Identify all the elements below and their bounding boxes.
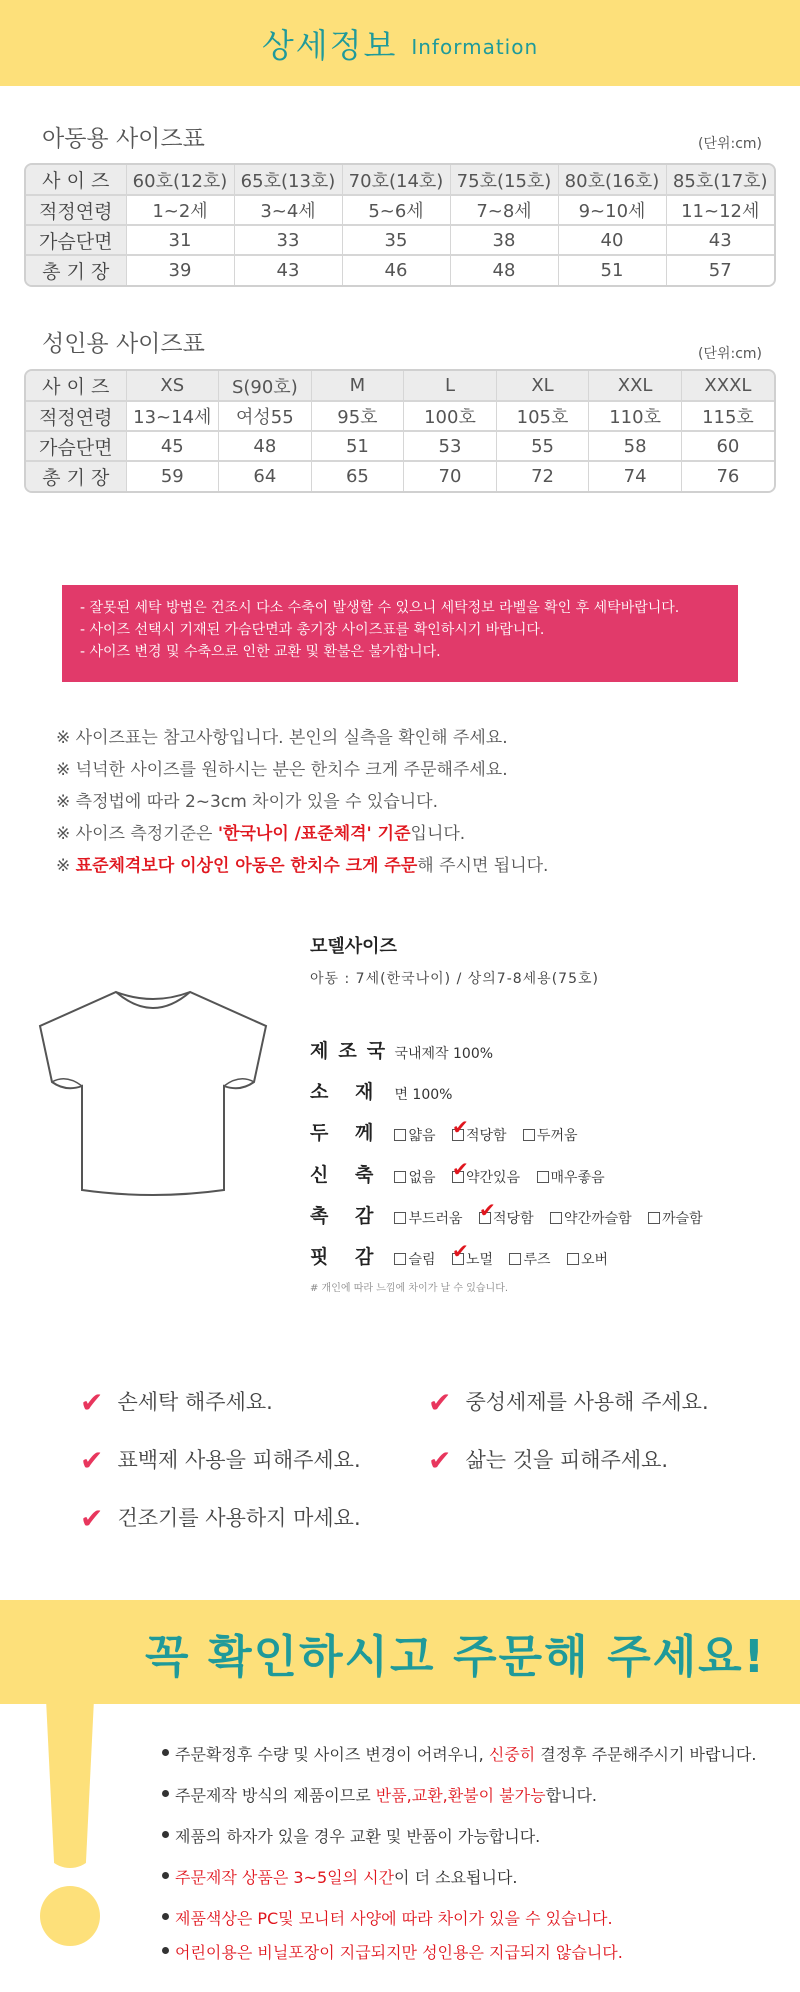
table-cell: 48 [219, 431, 312, 461]
checkbox-icon [509, 1253, 521, 1265]
table-cell: 총 기 장 [26, 461, 126, 491]
checkbox-icon [550, 1212, 562, 1224]
attr-value: 국내제작 100% [394, 1046, 494, 1062]
note-highlight: '한국나이 /표준체격' 기준 [217, 824, 411, 844]
checkbox-icon [523, 1129, 535, 1141]
table-row [26, 371, 774, 401]
table-cell: 9~10세 [558, 195, 666, 225]
table-cell: 43 [666, 225, 774, 255]
care-item: ✔ 건조기를 사용하지 마세요. [80, 1502, 361, 1535]
table-cell: 총 기 장 [26, 255, 126, 285]
check-icon: ✔ [451, 1115, 469, 1139]
table-cell: 40 [558, 225, 666, 255]
notice-line: - 사이즈 변경 및 수축으로 인한 교환 및 환불은 불가합니다. [80, 644, 441, 660]
bullet-item: 주문제작 방식의 제품이므로 반품,교환,환불이 불가능합니다. [175, 1783, 597, 1806]
attr-stretch [310, 1157, 617, 1187]
note-line: ※ 사이즈표는 참고사항입니다. 본인의 실측을 확인해 주세요. [56, 728, 508, 748]
model-size-title: 모델사이즈 [310, 936, 397, 957]
table-row [26, 461, 774, 491]
header-title-ko: 상세정보 [261, 25, 398, 65]
table-cell: 13~14세 [126, 401, 219, 431]
table-cell: 적정연령 [26, 195, 126, 225]
table-cell: 적정연령 [26, 401, 126, 431]
attr-thickness [310, 1115, 590, 1145]
table-cell: 95호 [311, 401, 404, 431]
table-cell: 31 [126, 225, 234, 255]
table-cell: 60 [681, 431, 774, 461]
option: 까슬함 [648, 1208, 703, 1228]
check-icon: ✔ [479, 1198, 496, 1222]
table-cell: 여성55 [219, 401, 312, 431]
check-icon: ✔ [428, 1444, 452, 1477]
care-item: ✔ 손세탁 해주세요. [80, 1386, 273, 1419]
note-highlight: 표준체격보다 이상인 아동은 한치수 크게 주문 [75, 856, 418, 876]
note-text: 입니다. [410, 824, 466, 844]
notice-line: - 사이즈 선택시 기재된 가슴단면과 총기장 사이즈표를 확인하시기 바랍니다. [80, 622, 545, 638]
table-cell: 55 [496, 431, 589, 461]
adult-table-title: 성인용 사이즈표 [42, 331, 205, 357]
note-line: ※ 측정법에 따라 2~3cm 차이가 있을 수 있습니다. [56, 792, 439, 812]
attr-material [310, 1077, 452, 1104]
table-cell: 39 [126, 255, 234, 285]
table-cell: XXXL [681, 371, 774, 401]
attr-touch [310, 1198, 715, 1228]
tshirt-illustration-icon [28, 980, 278, 1210]
option: 매우좋음 [537, 1167, 605, 1187]
bullet-item: 제품색상은 PC및 모니터 사양에 따라 차이가 있을 수 있습니다. [175, 1906, 613, 1929]
header-banner [0, 0, 800, 86]
option: 얇음 [394, 1125, 435, 1145]
exclamation-icon [42, 1618, 98, 1868]
attr-label: 신 축 [310, 1164, 384, 1186]
option-checked: ✔ 적당함 [479, 1198, 534, 1227]
table-cell: 사 이 즈 [26, 165, 126, 195]
attr-label: 촉 감 [310, 1205, 384, 1227]
bullet-item: 주문확정후 수량 및 사이즈 변경이 어려우니, 신중히 결정후 주문해주시기 바랍니다. [175, 1742, 756, 1765]
table-row [26, 401, 774, 431]
table-cell: 70 [404, 461, 497, 491]
table-cell: 사 이 즈 [26, 371, 126, 401]
attr-value: 면 100% [394, 1087, 453, 1103]
table-cell: 33 [234, 225, 342, 255]
check-icon: ✔ [80, 1444, 104, 1477]
checkbox-icon [394, 1171, 406, 1183]
table-cell: M [311, 371, 404, 401]
table-cell: 51 [311, 431, 404, 461]
table-cell: 70호(14호) [342, 165, 450, 195]
reference-notes [56, 722, 548, 882]
option: 부드러움 [394, 1208, 462, 1228]
care-item: ✔ 삶는 것을 피해주세요. [428, 1444, 669, 1477]
note-line [56, 850, 548, 882]
option: 없음 [394, 1167, 435, 1187]
checkbox-icon [648, 1212, 660, 1224]
table-cell: 43 [234, 255, 342, 285]
model-size-desc: 아동 : 7세(한국나이) / 상의7-8세용(75호) [310, 971, 599, 987]
bullet-item: 제품의 하자가 있을 경우 교환 및 반품이 가능합니다. [175, 1824, 540, 1847]
option-checked: ✔ 노멀 [451, 1239, 494, 1268]
option: 두꺼움 [523, 1125, 578, 1145]
option-checked: ✔ 약간있음 [451, 1157, 521, 1186]
table-cell: 72 [496, 461, 589, 491]
adult-size-table [24, 369, 776, 493]
kids-size-table [24, 163, 776, 287]
table-cell: 45 [126, 431, 219, 461]
table-cell: 53 [404, 431, 497, 461]
note-text: ※ 사이즈 측정기준은 [56, 824, 218, 844]
table-cell: 60호(12호) [126, 165, 234, 195]
table-cell: 51 [558, 255, 666, 285]
table-row [26, 165, 774, 195]
table-row [26, 255, 774, 285]
table-cell: 115호 [681, 401, 774, 431]
table-cell: 59 [126, 461, 219, 491]
table-cell: 46 [342, 255, 450, 285]
option-checked: ✔ 적당함 [451, 1115, 507, 1144]
table-cell: S(90호) [219, 371, 312, 401]
attr-label: 핏 감 [310, 1246, 384, 1268]
table-cell: 74 [589, 461, 682, 491]
table-cell: 105호 [496, 401, 589, 431]
table-cell: 3~4세 [234, 195, 342, 225]
bullet-item: 주문제작 상품은 3~5일의 시간이 더 소요됩니다. [175, 1865, 518, 1888]
table-cell: 65 [311, 461, 404, 491]
table-cell: XXL [589, 371, 682, 401]
care-item: ✔ 중성세제를 사용해 주세요. [428, 1386, 709, 1419]
table-cell: 가슴단면 [26, 225, 126, 255]
attr-origin [310, 1036, 493, 1063]
table-cell: 100호 [404, 401, 497, 431]
table-cell: 35 [342, 225, 450, 255]
attr-fit [310, 1239, 620, 1269]
check-icon: ✔ [451, 1157, 469, 1181]
table-cell: 7~8세 [450, 195, 558, 225]
option: 오버 [567, 1249, 608, 1269]
kids-table-unit: (단위:cm) [697, 136, 762, 152]
attr-label: 소 재 [310, 1081, 384, 1103]
check-icon: ✔ [80, 1386, 104, 1419]
note-line [56, 818, 548, 850]
table-cell: 85호(17호) [666, 165, 774, 195]
table-cell: 48 [450, 255, 558, 285]
checkbox-icon [394, 1253, 406, 1265]
table-cell: 76 [681, 461, 774, 491]
table-cell: 110호 [589, 401, 682, 431]
note-text: ※ [56, 856, 76, 876]
checkbox-icon [394, 1212, 406, 1224]
table-cell: 64 [219, 461, 312, 491]
table-cell: 1~2세 [126, 195, 234, 225]
model-size [310, 932, 599, 988]
table-cell: 80호(16호) [558, 165, 666, 195]
attr-disclaimer: # 개인에 따라 느낌에 차이가 날 수 있습니다. [310, 1283, 509, 1294]
notice-box [62, 585, 738, 682]
note-text: 해 주시면 됩니다. [417, 856, 549, 876]
checkbox-icon [567, 1253, 579, 1265]
table-cell: 11~12세 [666, 195, 774, 225]
attr-label: 두 께 [310, 1122, 384, 1144]
table-cell: 65호(13호) [234, 165, 342, 195]
table-cell: 58 [589, 431, 682, 461]
table-cell: 75호(15호) [450, 165, 558, 195]
table-cell: 5~6세 [342, 195, 450, 225]
attr-label: 제조국 [310, 1040, 396, 1062]
bullet-item: 어린이용은 비닐포장이 지급되지만 성인용은 지급되지 않습니다. [175, 1940, 623, 1963]
kids-table-title: 아동용 사이즈표 [42, 126, 205, 152]
table-cell: 가슴단면 [26, 431, 126, 461]
bottom-title: 꼭 확인하시고 주문해 주세요! [145, 1630, 767, 1683]
table-row [26, 195, 774, 225]
header-title-en: Information [411, 35, 539, 59]
option: 슬림 [394, 1249, 435, 1269]
check-icon: ✔ [428, 1386, 452, 1419]
table-row [26, 225, 774, 255]
table-cell: 38 [450, 225, 558, 255]
note-line: ※ 넉넉한 사이즈를 원하시는 분은 한치수 크게 주문해주세요. [56, 760, 508, 780]
check-icon: ✔ [451, 1239, 469, 1263]
table-cell: 57 [666, 255, 774, 285]
table-cell: XL [496, 371, 589, 401]
notice-line: - 잘못된 세탁 방법은 건조시 다소 수축이 발생할 수 있으니 세탁정보 라벨을 확인 후 세탁바랍니다. [80, 600, 680, 616]
option: 약간까슬함 [550, 1208, 632, 1228]
checkbox-icon [394, 1129, 406, 1141]
check-icon: ✔ [80, 1502, 104, 1535]
option: 루즈 [509, 1249, 550, 1269]
checkbox-icon [537, 1171, 549, 1183]
table-row [26, 431, 774, 461]
adult-table-unit: (단위:cm) [697, 346, 762, 362]
table-cell: XS [126, 371, 219, 401]
table-cell: L [404, 371, 497, 401]
exclamation-dot-icon [40, 1886, 100, 1946]
care-item: ✔ 표백제 사용을 피해주세요. [80, 1444, 361, 1477]
